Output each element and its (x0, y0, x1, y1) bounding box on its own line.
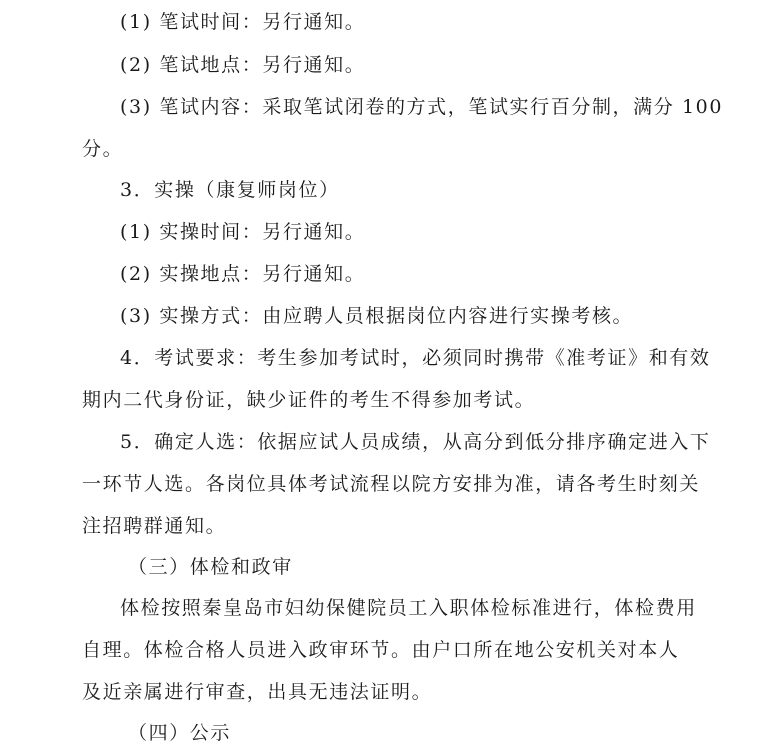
paragraph-line: 及近亲属进行审查，出具无违法证明。 (82, 681, 433, 703)
section-heading: （四）公示 (128, 722, 232, 744)
paragraph-line: (3) 笔试内容：采取笔试闭卷的方式，笔试实行百分制，满分 100 (120, 96, 724, 118)
paragraph-line: 分。 (82, 138, 124, 160)
paragraph-line: 体检按照秦皇岛市妇幼保健院员工入职体检标准进行，体检费用 (120, 597, 697, 619)
paragraph-line: (1) 笔试时间：另行通知。 (120, 11, 366, 33)
paragraph-line: 5．确定人选：依据应试人员成绩，从高分到低分排序确定进入下 (120, 431, 711, 453)
paragraph-line: 期内二代身份证，缺少证件的考生不得参加考试。 (82, 389, 536, 411)
paragraph-line: (1) 实操时间：另行通知。 (120, 221, 366, 243)
paragraph-line: (3) 实操方式：由应聘人员根据岗位内容进行实操考核。 (120, 305, 634, 327)
paragraph-line: 注招聘群通知。 (82, 515, 227, 537)
paragraph-line: 4．考试要求：考生参加考试时，必须同时携带《准考证》和有效 (120, 347, 711, 369)
paragraph-line: 一环节人选。各岗位具体考试流程以院方安排为准，请各考生时刻关 (82, 473, 701, 495)
paragraph-line: 自理。体检合格人员进入政审环节。由户口所在地公安机关对本人 (82, 639, 680, 661)
paragraph-line: (2) 实操地点：另行通知。 (120, 263, 366, 285)
section-heading: 3．实操（康复师岗位） (120, 179, 340, 201)
paragraph-line: (2) 笔试地点：另行通知。 (120, 54, 366, 76)
section-heading: （三）体检和政审 (128, 556, 293, 578)
